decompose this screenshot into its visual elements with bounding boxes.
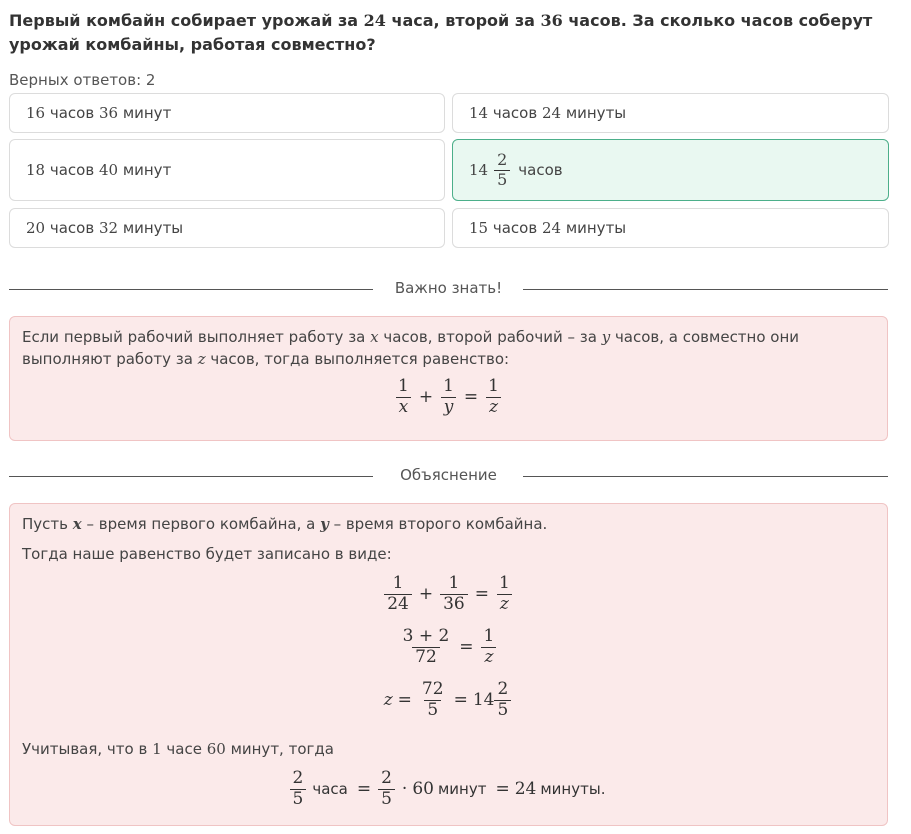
answer-option-2[interactable]: 14 часов 24 минуты bbox=[452, 93, 889, 133]
important-heading: Важно знать! bbox=[394, 279, 503, 297]
fraction: $\frac{2}{5}$ bbox=[494, 680, 511, 720]
answer-option-5[interactable]: 20 часов 32 минуты bbox=[9, 208, 445, 248]
fraction: $\frac{72}{5}$ bbox=[421, 679, 444, 720]
fraction: $\frac{2}{5}$ bbox=[494, 151, 510, 189]
important-box bbox=[9, 316, 888, 441]
explanation-line-2: Тогда наше равенство будет записано в виде: bbox=[22, 545, 392, 563]
fraction: $\frac{1}{z}$ bbox=[481, 627, 498, 667]
answer-option-3[interactable]: 18 часов 40 минут bbox=[9, 139, 445, 201]
fraction: $\frac{1}{x}$ bbox=[395, 377, 412, 417]
fraction: $\frac{1}{36}$ bbox=[440, 574, 468, 614]
divider-line-right bbox=[523, 289, 888, 290]
explanation-heading: Объяснение bbox=[400, 466, 497, 484]
fraction: $\frac{1}{z}$ bbox=[485, 377, 502, 417]
fraction: $\frac{1}{24}$ bbox=[384, 574, 412, 614]
explanation-box bbox=[9, 503, 888, 826]
divider-line-right bbox=[523, 476, 888, 477]
important-text-line-1: Если первый рабочий выполняет работу за x часов, второй рабочий – за y часов, а совместно они bbox=[22, 328, 800, 346]
important-divider bbox=[9, 279, 888, 299]
fraction: $\frac{2}{5}$ bbox=[290, 769, 307, 809]
answer-option-1[interactable]: 16 часов 36 минут bbox=[9, 93, 445, 133]
correct-answers-count: Верных ответов: 2 bbox=[9, 71, 156, 89]
fraction: $\frac{2}{5}$ bbox=[378, 769, 395, 809]
important-formula: $\frac{1}{x}$ + $\frac{1}{y}$ = $\frac{1}{z}$ bbox=[10, 377, 887, 417]
answer-option-6[interactable]: 15 часов 24 минуты bbox=[452, 208, 889, 248]
equation-4: $\frac{2}{5}$ часа = $\frac{2}{5}$ · 60 минут = 24 минуты. bbox=[10, 769, 887, 809]
fraction: $\frac{1}{z}$ bbox=[496, 574, 513, 614]
explanation-line-3: Учитывая, что в 1 часе 60 минут, тогда bbox=[22, 740, 334, 758]
fraction: $\frac{3 + 2}{72}$ bbox=[402, 626, 450, 667]
explanation-divider bbox=[9, 466, 888, 486]
question-text: Первый комбайн собирает урожай за 24 часа, второй за 36 часов. За сколько часов соберут урожай комбайны, работая совместно? bbox=[9, 11, 873, 54]
explanation-line-1: Пусть x – время первого комбайна, а y – время второго комбайна. bbox=[22, 515, 548, 533]
equation-3: z = $\frac{72}{5}$ = 14 $\frac{2}{5}$ bbox=[10, 680, 887, 720]
equation-2: $\frac{3 + 2}{72}$ = $\frac{1}{z}$ bbox=[10, 627, 887, 667]
answer-option-4-selected[interactable]: 14 $\frac{2}{5}$ часов bbox=[452, 139, 889, 201]
equation-1: $\frac{1}{24}$ + $\frac{1}{36}$ = $\frac{1}{z}$ bbox=[10, 574, 887, 614]
important-text-line-2: выполняют работу за z часов, тогда выполняется равенство: bbox=[22, 350, 510, 368]
fraction: $\frac{1}{y}$ bbox=[440, 377, 457, 417]
